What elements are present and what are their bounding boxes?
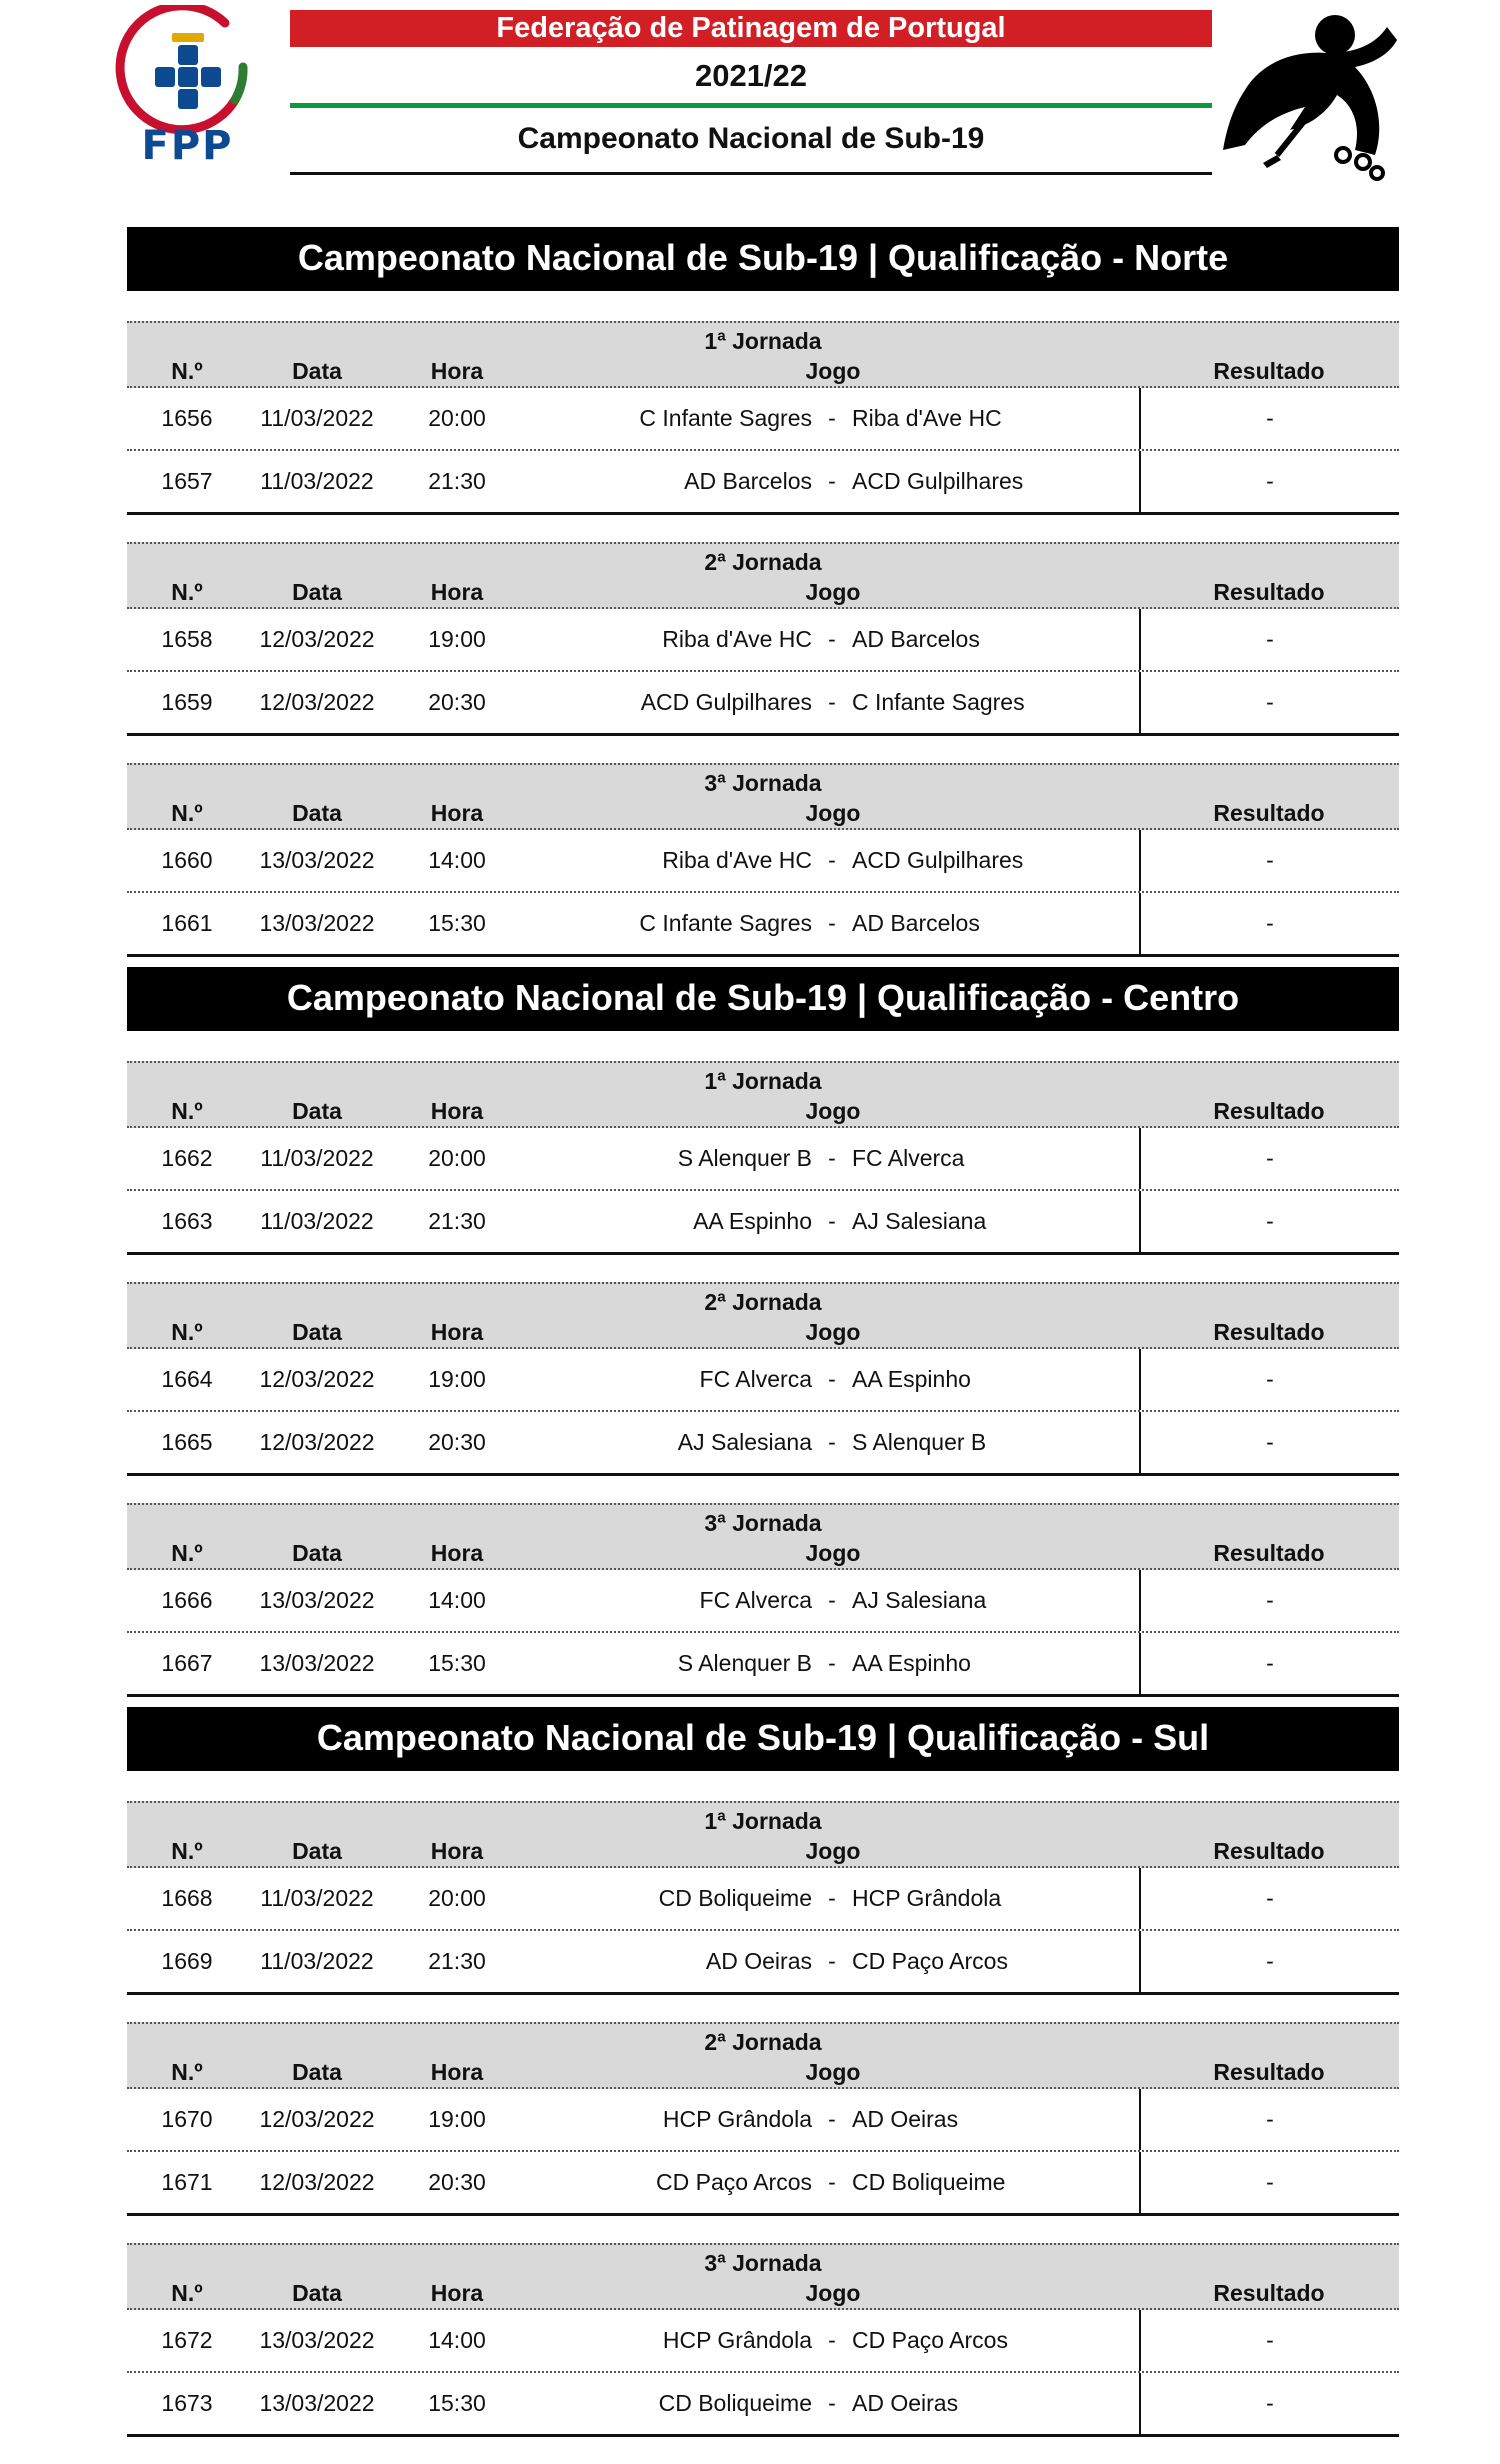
table-row (127, 2152, 1399, 2213)
table-row (127, 1633, 1399, 1694)
game-time: 21:30 (428, 468, 486, 494)
game-matchup (527, 2089, 1139, 2150)
game-result: - (1139, 1868, 1399, 1929)
game-time: 14:00 (428, 1587, 486, 1613)
round-title: 3ª Jornada (127, 1503, 1399, 1538)
game-date: 13/03/2022 (259, 910, 375, 936)
shield-emblem-icon (115, 5, 260, 135)
game-result: - (1139, 1128, 1399, 1189)
column-header-date: Data (292, 800, 342, 826)
home-team: CD Boliqueime (658, 1885, 812, 1911)
column-header-num: N.º (171, 1319, 203, 1345)
table-row (127, 609, 1399, 672)
away-team: HCP Grândola (852, 1885, 1002, 1911)
home-team: C Infante Sagres (639, 910, 812, 936)
game-time: 20:00 (428, 1145, 486, 1171)
round-table (127, 1061, 1399, 1255)
competition-title: Campeonato Nacional de Sub-19 (290, 108, 1212, 175)
home-team: Riba d'Ave HC (662, 626, 812, 652)
game-date: 12/03/2022 (259, 689, 375, 715)
game-date: 12/03/2022 (259, 626, 375, 652)
game-number: 1660 (161, 847, 213, 873)
column-headers (127, 1538, 1399, 1570)
away-team: CD Boliqueime (852, 2169, 1006, 2195)
column-header-date: Data (292, 1098, 342, 1124)
home-team: ACD Gulpilhares (640, 689, 812, 715)
section-title: Campeonato Nacional de Sub-19 | Qualificação - Centro (127, 967, 1399, 1031)
table-row (127, 1191, 1399, 1252)
section-title: Campeonato Nacional de Sub-19 | Qualificação - Norte (127, 227, 1399, 291)
home-team: AD Oeiras (705, 1948, 812, 1974)
column-headers (127, 2278, 1399, 2310)
table-row (127, 2310, 1399, 2373)
away-team: ACD Gulpilhares (852, 468, 1024, 494)
matchup-separator: - (828, 2390, 836, 2416)
game-result: - (1139, 451, 1399, 512)
game-time: 21:30 (428, 1208, 486, 1234)
game-result: - (1139, 388, 1399, 449)
table-row (127, 1349, 1399, 1412)
round-table (127, 1801, 1399, 1995)
away-team: S Alenquer B (852, 1429, 987, 1455)
away-team: CD Paço Arcos (852, 2327, 1008, 2353)
round-header (127, 2022, 1399, 2089)
game-matchup (527, 609, 1139, 670)
game-date: 11/03/2022 (260, 405, 374, 431)
game-date: 13/03/2022 (259, 847, 375, 873)
section-centro (127, 967, 1399, 1724)
column-header-time: Hora (430, 1098, 484, 1124)
game-number: 1669 (161, 1948, 213, 1974)
matchup-separator: - (828, 468, 836, 494)
home-team: S Alenquer B (677, 1145, 812, 1171)
game-result: - (1139, 1931, 1399, 1992)
game-result: - (1139, 1570, 1399, 1631)
matchup-separator: - (828, 1885, 836, 1911)
game-matchup (527, 1349, 1139, 1410)
column-header-game: Jogo (805, 2059, 861, 2085)
matchup-separator: - (828, 847, 836, 873)
round-title: 2ª Jornada (127, 542, 1399, 577)
game-date: 12/03/2022 (259, 1366, 375, 1392)
matchup-separator: - (828, 1650, 836, 1676)
column-header-num: N.º (171, 579, 203, 605)
game-result: - (1139, 1191, 1399, 1252)
game-time: 15:30 (428, 1650, 486, 1676)
game-result: - (1139, 609, 1399, 670)
home-team: C Infante Sagres (639, 405, 812, 431)
game-number: 1663 (161, 1208, 213, 1234)
skater-logo (1215, 5, 1400, 185)
round-title: 2ª Jornada (127, 1282, 1399, 1317)
game-number: 1672 (161, 2327, 213, 2353)
round-header (127, 1282, 1399, 1349)
table-row (127, 451, 1399, 512)
column-header-time: Hora (430, 2280, 484, 2306)
matchup-separator: - (828, 1429, 836, 1455)
game-number: 1668 (161, 1885, 213, 1911)
game-time: 15:30 (428, 910, 486, 936)
game-matchup (527, 2310, 1139, 2371)
game-date: 13/03/2022 (259, 2327, 375, 2353)
column-header-result: Resultado (1213, 358, 1325, 384)
column-header-time: Hora (430, 1838, 484, 1864)
table-row (127, 2089, 1399, 2152)
column-header-game: Jogo (805, 1540, 861, 1566)
column-header-result: Resultado (1213, 1319, 1325, 1345)
game-time: 15:30 (428, 2390, 486, 2416)
round-title: 1ª Jornada (127, 1801, 1399, 1836)
section-sul (127, 1707, 1399, 2464)
game-result: - (1139, 1349, 1399, 1410)
round-header (127, 321, 1399, 388)
game-matchup (527, 2152, 1139, 2213)
column-header-num: N.º (171, 1540, 203, 1566)
matchup-separator: - (828, 1587, 836, 1613)
column-header-date: Data (292, 1838, 342, 1864)
game-matchup (527, 388, 1139, 449)
game-date: 11/03/2022 (260, 1885, 374, 1911)
home-team: HCP Grândola (662, 2327, 812, 2353)
round-header (127, 1503, 1399, 1570)
column-header-result: Resultado (1213, 800, 1325, 826)
header-titles (290, 10, 1212, 175)
game-number: 1659 (161, 689, 213, 715)
game-matchup (527, 1128, 1139, 1189)
away-team: CD Paço Arcos (852, 1948, 1008, 1974)
round-title: 3ª Jornada (127, 763, 1399, 798)
round-table (127, 1282, 1399, 1476)
game-result: - (1139, 830, 1399, 891)
home-team: FC Alverca (699, 1366, 812, 1392)
section-title: Campeonato Nacional de Sub-19 | Qualificação - Sul (127, 1707, 1399, 1771)
round-header (127, 542, 1399, 609)
away-team: AD Oeiras (852, 2390, 959, 2416)
column-header-date: Data (292, 2280, 342, 2306)
away-team: AA Espinho (852, 1650, 971, 1676)
column-headers (127, 1317, 1399, 1349)
home-team: Riba d'Ave HC (662, 847, 812, 873)
game-time: 20:00 (428, 405, 486, 431)
round-title: 1ª Jornada (127, 321, 1399, 356)
column-header-result: Resultado (1213, 1098, 1325, 1124)
column-header-date: Data (292, 2059, 342, 2085)
away-team: AJ Salesiana (852, 1208, 987, 1234)
column-header-game: Jogo (805, 579, 861, 605)
away-team: AA Espinho (852, 1366, 971, 1392)
game-result: - (1139, 1633, 1399, 1694)
game-date: 11/03/2022 (260, 1208, 374, 1234)
game-number: 1657 (161, 468, 213, 494)
game-number: 1656 (161, 405, 213, 431)
game-time: 14:00 (428, 2327, 486, 2353)
page-header (0, 0, 1500, 185)
game-number: 1670 (161, 2106, 213, 2132)
matchup-separator: - (828, 1948, 836, 1974)
column-header-game: Jogo (805, 1098, 861, 1124)
column-header-num: N.º (171, 800, 203, 826)
column-headers (127, 356, 1399, 388)
game-date: 13/03/2022 (259, 1650, 375, 1676)
table-row (127, 1128, 1399, 1191)
section-norte (127, 227, 1399, 984)
game-date: 13/03/2022 (259, 1587, 375, 1613)
away-team: Riba d'Ave HC (852, 405, 1002, 431)
table-row (127, 388, 1399, 451)
matchup-separator: - (828, 626, 836, 652)
matchup-separator: - (828, 1208, 836, 1234)
game-number: 1664 (161, 1366, 213, 1392)
round-table (127, 2022, 1399, 2216)
game-time: 21:30 (428, 1948, 486, 1974)
round-header (127, 1061, 1399, 1128)
game-result: - (1139, 893, 1399, 954)
away-team: AJ Salesiana (852, 1587, 987, 1613)
game-time: 20:30 (428, 689, 486, 715)
game-time: 19:00 (428, 2106, 486, 2132)
column-header-result: Resultado (1213, 2280, 1325, 2306)
column-header-date: Data (292, 1540, 342, 1566)
game-date: 12/03/2022 (259, 1429, 375, 1455)
home-team: AA Espinho (693, 1208, 812, 1234)
game-number: 1658 (161, 626, 213, 652)
matchup-separator: - (828, 2169, 836, 2195)
game-result: - (1139, 2089, 1399, 2150)
roller-hockey-player-icon (1215, 5, 1400, 185)
round-title: 2ª Jornada (127, 2022, 1399, 2057)
game-matchup (527, 2373, 1139, 2434)
column-header-num: N.º (171, 358, 203, 384)
matchup-separator: - (828, 689, 836, 715)
game-matchup (527, 1191, 1139, 1252)
matchup-separator: - (828, 1145, 836, 1171)
column-header-num: N.º (171, 1838, 203, 1864)
round-table (127, 321, 1399, 515)
game-date: 11/03/2022 (260, 1948, 374, 1974)
table-row (127, 830, 1399, 893)
column-header-result: Resultado (1213, 1540, 1325, 1566)
column-header-result: Resultado (1213, 579, 1325, 605)
table-row (127, 672, 1399, 733)
matchup-separator: - (828, 1366, 836, 1392)
column-header-date: Data (292, 579, 342, 605)
game-time: 20:30 (428, 1429, 486, 1455)
column-header-num: N.º (171, 1098, 203, 1124)
game-number: 1665 (161, 1429, 213, 1455)
away-team: AD Oeiras (852, 2106, 959, 2132)
column-header-game: Jogo (805, 800, 861, 826)
column-header-time: Hora (430, 358, 484, 384)
round-header (127, 763, 1399, 830)
game-matchup (527, 1931, 1139, 1992)
game-result: - (1139, 2310, 1399, 2371)
game-matchup (527, 1633, 1139, 1694)
round-title: 1ª Jornada (127, 1061, 1399, 1096)
table-row (127, 1931, 1399, 1992)
game-time: 19:00 (428, 626, 486, 652)
game-number: 1673 (161, 2390, 213, 2416)
game-time: 19:00 (428, 1366, 486, 1392)
matchup-separator: - (828, 910, 836, 936)
game-result: - (1139, 672, 1399, 733)
home-team: S Alenquer B (677, 1650, 812, 1676)
column-header-time: Hora (430, 1540, 484, 1566)
game-matchup (527, 830, 1139, 891)
game-result: - (1139, 2152, 1399, 2213)
game-matchup (527, 1570, 1139, 1631)
round-table (127, 542, 1399, 736)
home-team: AJ Salesiana (677, 1429, 812, 1455)
away-team: FC Alverca (852, 1145, 965, 1171)
matchup-separator: - (828, 2327, 836, 2353)
column-header-time: Hora (430, 579, 484, 605)
game-number: 1671 (161, 2169, 213, 2195)
column-headers (127, 1836, 1399, 1868)
column-headers (127, 577, 1399, 609)
column-header-num: N.º (171, 2059, 203, 2085)
column-header-result: Resultado (1213, 1838, 1325, 1864)
game-date: 12/03/2022 (259, 2169, 375, 2195)
matchup-separator: - (828, 405, 836, 431)
round-table (127, 2243, 1399, 2437)
column-headers (127, 1096, 1399, 1128)
game-matchup (527, 893, 1139, 954)
table-row (127, 1570, 1399, 1633)
game-result: - (1139, 2373, 1399, 2434)
round-title: 3ª Jornada (127, 2243, 1399, 2278)
game-date: 12/03/2022 (259, 2106, 375, 2132)
table-row (127, 1868, 1399, 1931)
game-matchup (527, 1412, 1139, 1473)
column-header-game: Jogo (805, 1319, 861, 1345)
home-team: HCP Grândola (662, 2106, 812, 2132)
game-matchup (527, 451, 1139, 512)
season-label: 2021/22 (290, 47, 1212, 108)
game-time: 14:00 (428, 847, 486, 873)
round-table (127, 763, 1399, 957)
round-header (127, 2243, 1399, 2310)
home-team: FC Alverca (699, 1587, 812, 1613)
game-date: 13/03/2022 (259, 2390, 375, 2416)
column-header-date: Data (292, 1319, 342, 1345)
game-matchup (527, 672, 1139, 733)
game-number: 1667 (161, 1650, 213, 1676)
away-team: C Infante Sagres (852, 689, 1025, 715)
column-header-game: Jogo (805, 1838, 861, 1864)
game-matchup (527, 1868, 1139, 1929)
round-table (127, 1503, 1399, 1697)
home-team: CD Paço Arcos (656, 2169, 812, 2195)
game-number: 1662 (161, 1145, 213, 1171)
column-headers (127, 798, 1399, 830)
game-time: 20:00 (428, 1885, 486, 1911)
column-header-time: Hora (430, 2059, 484, 2085)
column-headers (127, 2057, 1399, 2089)
round-header (127, 1801, 1399, 1868)
home-team: CD Boliqueime (658, 2390, 812, 2416)
organization-name: Federação de Patinagem de Portugal (290, 10, 1212, 47)
game-date: 11/03/2022 (260, 468, 374, 494)
table-row (127, 2373, 1399, 2434)
game-result: - (1139, 1412, 1399, 1473)
table-row (127, 1412, 1399, 1473)
game-number: 1661 (161, 910, 213, 936)
column-header-game: Jogo (805, 2280, 861, 2306)
game-time: 20:30 (428, 2169, 486, 2195)
column-header-num: N.º (171, 2280, 203, 2306)
column-header-date: Data (292, 358, 342, 384)
logo-text: FPP (141, 123, 234, 169)
column-header-time: Hora (430, 800, 484, 826)
fpp-logo (115, 5, 260, 173)
game-number: 1666 (161, 1587, 213, 1613)
away-team: ACD Gulpilhares (852, 847, 1024, 873)
column-header-game: Jogo (805, 358, 861, 384)
away-team: AD Barcelos (852, 910, 980, 936)
column-header-result: Resultado (1213, 2059, 1325, 2085)
home-team: AD Barcelos (684, 468, 812, 494)
away-team: AD Barcelos (852, 626, 980, 652)
matchup-separator: - (828, 2106, 836, 2132)
table-row (127, 893, 1399, 954)
column-header-time: Hora (430, 1319, 484, 1345)
game-date: 11/03/2022 (260, 1145, 374, 1171)
